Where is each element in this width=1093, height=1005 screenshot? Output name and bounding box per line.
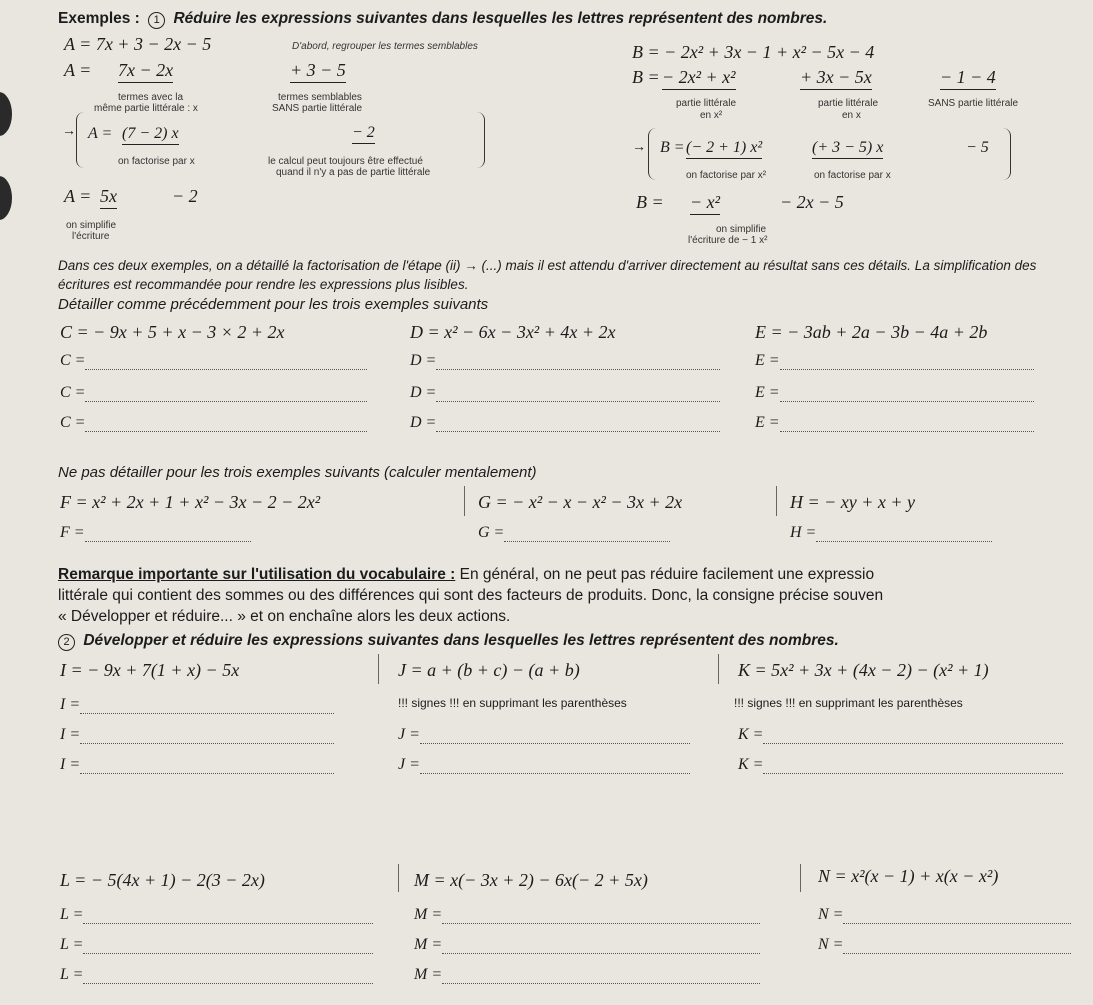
exB-factor3: − 5 bbox=[966, 139, 989, 156]
exB-label2a: partie littérale bbox=[818, 98, 879, 109]
exA-const: − 2 bbox=[352, 124, 375, 142]
exA-result2: − 2 bbox=[172, 186, 198, 206]
exA-label4b: quand il n'y a pas de partie littérale bbox=[276, 167, 431, 178]
expr-L: L = − 5(4x + 1) − 2(3 − 2x) bbox=[60, 870, 265, 890]
expr-G: G = − x² − x − x² − 3x + 2x bbox=[478, 492, 683, 512]
answer-M-3[interactable]: M = bbox=[414, 966, 760, 984]
exB-factor1: (− 2 + 1) x² bbox=[686, 139, 762, 157]
exA-line2-lhs: A = bbox=[64, 60, 92, 80]
answer-F[interactable]: F = bbox=[60, 524, 251, 542]
answer-K-2[interactable]: K = bbox=[738, 756, 1063, 774]
exB-factor2: (+ 3 − 5) x bbox=[812, 139, 883, 157]
expr-D: D = x² − 6x − 3x² + 4x + 2x bbox=[410, 322, 616, 342]
expr-F: F = x² + 2x + 1 + x² − 3x − 2 − 2x² bbox=[60, 492, 321, 512]
note-signes-K: !!! signes !!! en supprimant les parenthèses bbox=[734, 696, 963, 710]
expr-M: M = x(− 3x + 2) − 6x(− 2 + 5x) bbox=[414, 870, 648, 890]
expr-I: I = − 9x + 7(1 + x) − 5x bbox=[60, 660, 240, 680]
answer-C-3[interactable]: C = bbox=[60, 414, 367, 432]
answer-L-3[interactable]: L = bbox=[60, 966, 373, 984]
exA-note-regroup: D'abord, regrouper les termes semblables bbox=[292, 41, 478, 52]
exA-paren-right bbox=[474, 112, 485, 168]
exB-line3-lhs: B = bbox=[660, 139, 685, 156]
expr-J: J = a + (b + c) − (a + b) bbox=[398, 660, 580, 680]
expr-C: C = − 9x + 5 + x − 3 × 2 + 2x bbox=[60, 322, 285, 342]
answer-I-2[interactable]: I = bbox=[60, 726, 334, 744]
remark-line3: « Développer et réduire... » et on enchaîne alors les deux actions. bbox=[58, 608, 511, 625]
exB-label5: on factorise par x bbox=[814, 170, 891, 181]
exA-label3: on factorise par x bbox=[118, 156, 195, 167]
exA-group2: + 3 − 5 bbox=[290, 60, 346, 81]
note-signes-J: !!! signes !!! en supprimant les parenthèses bbox=[398, 696, 627, 710]
answer-C-1[interactable]: C = bbox=[60, 352, 367, 370]
exB-label1b: en x² bbox=[700, 110, 723, 121]
exA-factor: (7 − 2) x bbox=[122, 125, 179, 143]
divider-LM bbox=[398, 864, 399, 892]
answer-L-2[interactable]: L = bbox=[60, 936, 373, 954]
exB-label6b: l'écriture de − 1 x² bbox=[688, 235, 768, 246]
exB-result2: − 2x − 5 bbox=[780, 192, 844, 212]
divider-IJ bbox=[378, 654, 379, 684]
answer-D-2[interactable]: D = bbox=[410, 384, 720, 402]
answer-I-1[interactable]: I = bbox=[60, 696, 334, 714]
section2-instruction: Développer et réduire les expressions suivantes dans lesquelles les lettres représentent des nombres. bbox=[83, 632, 839, 649]
answer-D-1[interactable]: D = bbox=[410, 352, 720, 370]
exB-group2: + 3x − 5x bbox=[800, 67, 872, 88]
exB-line1: B = − 2x² + 3x − 1 + x² − 5x − 4 bbox=[632, 42, 875, 62]
answer-D-3[interactable]: D = bbox=[410, 414, 720, 432]
exB-arrow-icon: → bbox=[632, 138, 646, 154]
instruction-mental: Ne pas détailler pour les trois exemples suivants (calculer mentalement) bbox=[58, 464, 537, 481]
exB-label4: on factorise par x² bbox=[686, 170, 767, 181]
instruction-detail: Détailler comme précédemment pour les trois exemples suivants bbox=[58, 296, 489, 313]
expr-E: E = − 3ab + 2a − 3b − 4a + 2b bbox=[755, 322, 988, 342]
section1-heading bbox=[58, 10, 827, 29]
binder-ring-1 bbox=[0, 92, 12, 136]
exA-label2b: SANS partie littérale bbox=[272, 103, 363, 114]
expr-H: H = − xy + x + y bbox=[790, 492, 916, 512]
exB-label2b: en x bbox=[842, 110, 861, 121]
circle-number-1: 1 bbox=[148, 12, 165, 29]
exB-group3: − 1 − 4 bbox=[940, 67, 996, 88]
exB-paren-right bbox=[1000, 128, 1011, 180]
answer-M-1[interactable]: M = bbox=[414, 906, 760, 924]
answer-E-3[interactable]: E = bbox=[755, 414, 1034, 432]
answer-N-2[interactable]: N = bbox=[818, 936, 1071, 954]
answer-J-2[interactable]: J = bbox=[398, 756, 690, 774]
exA-label2a: termes semblables bbox=[278, 92, 362, 103]
exA-label4a: le calcul peut toujours être effectué bbox=[268, 156, 423, 167]
exB-label6a: on simplifie bbox=[716, 224, 767, 235]
exB-label3: SANS partie littérale bbox=[928, 98, 1019, 109]
answer-M-2[interactable]: M = bbox=[414, 936, 760, 954]
divider-FG bbox=[464, 486, 465, 516]
answer-E-2[interactable]: E = bbox=[755, 384, 1034, 402]
answer-H[interactable]: H = bbox=[790, 524, 992, 542]
answer-N-1[interactable]: N = bbox=[818, 906, 1071, 924]
answer-E-1[interactable]: E = bbox=[755, 352, 1034, 370]
section1-instruction: Réduire les expressions suivantes dans lesquelles les lettres représentent des nombres. bbox=[173, 10, 828, 27]
expr-K: K = 5x² + 3x + (4x − 2) − (x² + 1) bbox=[738, 660, 989, 680]
circle-number-2: 2 bbox=[58, 634, 75, 651]
exA-label1b: même partie littérale : x bbox=[94, 103, 198, 114]
exB-paren-left bbox=[648, 128, 659, 180]
exA-line1: A = 7x + 3 − 2x − 5 bbox=[64, 34, 212, 54]
remark-line2: littérale qui contient des sommes ou des différences qui sont des facteurs de produits. Donc, la consigne précise souven bbox=[58, 587, 884, 604]
remark-heading: Remarque importante sur l'utilisation du vocabulaire : bbox=[58, 566, 456, 583]
answer-K-1[interactable]: K = bbox=[738, 726, 1063, 744]
exA-label1a: termes avec la bbox=[118, 92, 184, 103]
answer-L-1[interactable]: L = bbox=[60, 906, 373, 924]
exA-group1: 7x − 2x bbox=[118, 60, 173, 81]
remark-line1: Remarque importante sur l'utilisation du vocabulaire : En général, on ne peut pas réduire facilement une expressio bbox=[58, 566, 875, 583]
examples-label: Exemples : bbox=[58, 10, 140, 27]
exB-group1: − 2x² + x² bbox=[662, 67, 736, 88]
answer-C-2[interactable]: C = bbox=[60, 384, 367, 402]
exA-arrow-icon: → bbox=[62, 122, 76, 138]
expr-N: N = x²(x − 1) + x(x − x²) bbox=[818, 866, 999, 886]
divider-JK bbox=[718, 654, 719, 684]
exB-line2-lhs: B = bbox=[632, 67, 660, 87]
exA-paren-left bbox=[76, 112, 87, 168]
answer-G[interactable]: G = bbox=[478, 524, 670, 542]
exA-label5b: l'écriture bbox=[72, 231, 110, 242]
exA-result-lhs: A = bbox=[64, 186, 92, 206]
divider-MN bbox=[800, 864, 801, 892]
answer-I-3[interactable]: I = bbox=[60, 756, 334, 774]
binder-ring-2 bbox=[0, 176, 12, 220]
section2-heading bbox=[58, 632, 839, 651]
exB-label1a: partie littérale bbox=[676, 98, 737, 109]
exA-result1: 5x bbox=[100, 186, 117, 207]
exB-result-lhs: B = bbox=[636, 192, 664, 212]
explanation-paragraph: Dans ces deux exemples, on a détaillé la factorisation de l'étape (ii) → (...) mais il est attendu d'arriver directement au résultat sans ces détails. La simplification des écritures est recommandée pour rendre les expressions plus lisibles. bbox=[58, 258, 1037, 292]
answer-J-1[interactable]: J = bbox=[398, 726, 690, 744]
exA-line3-lhs: A = bbox=[88, 125, 113, 142]
exB-result1: − x² bbox=[690, 192, 720, 213]
exA-label5a: on simplifie bbox=[66, 220, 117, 231]
divider-GH bbox=[776, 486, 777, 516]
